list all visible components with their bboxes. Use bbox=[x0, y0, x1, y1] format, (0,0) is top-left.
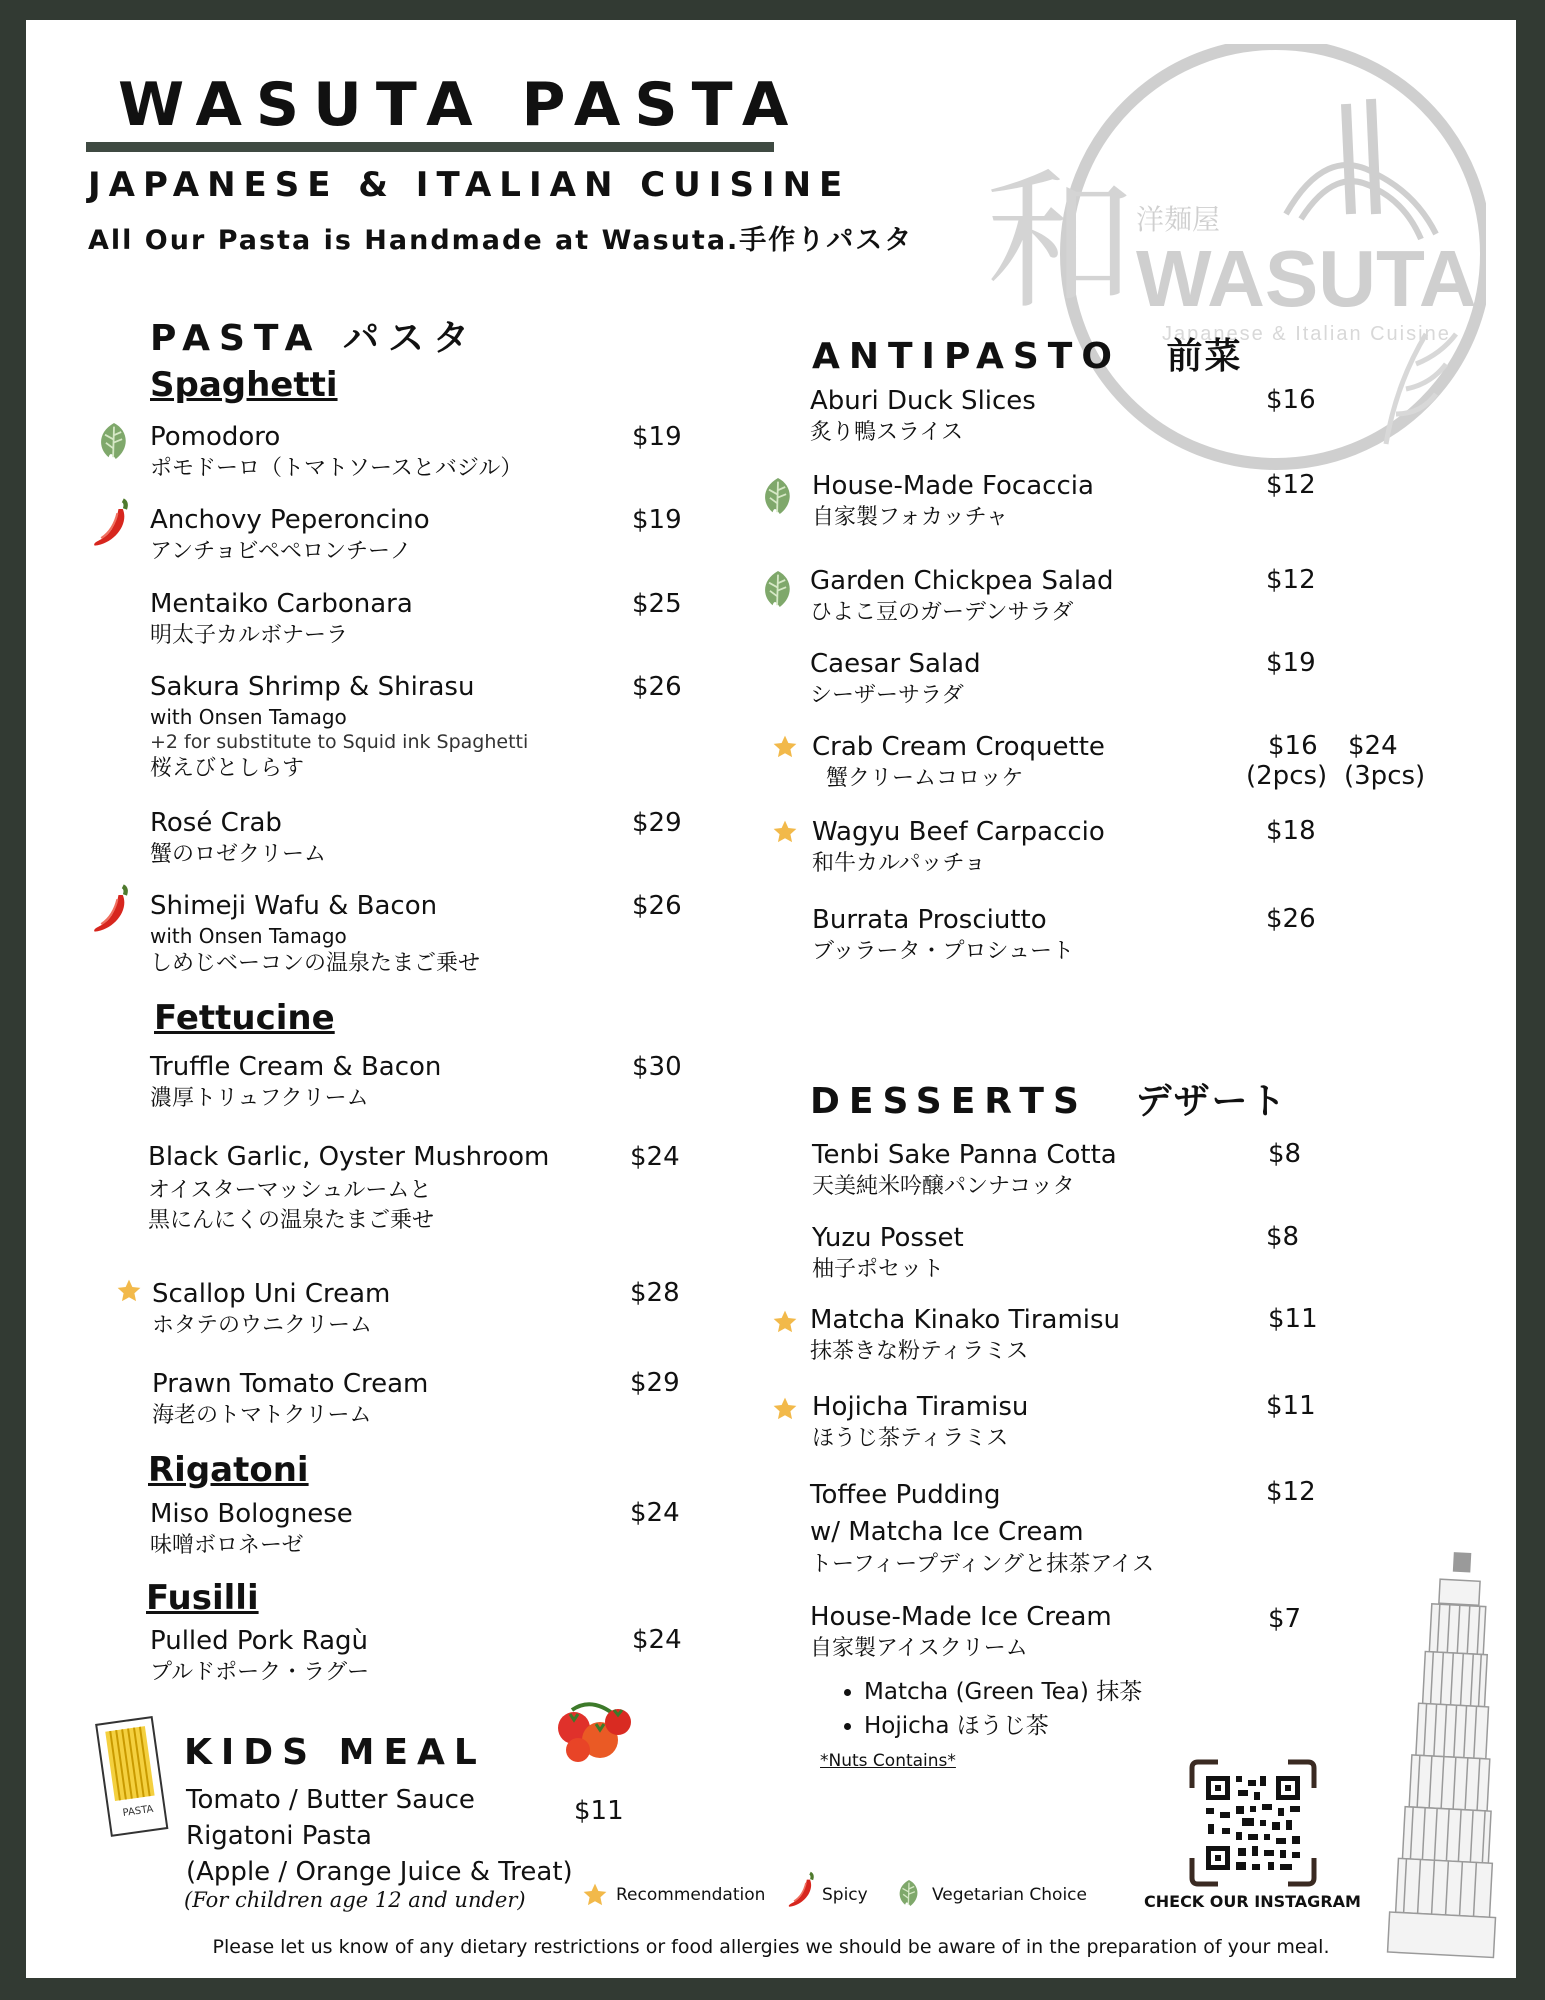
star-icon bbox=[772, 1396, 798, 1422]
menu-item: Scallop Uni Cream ホタテのウニクリーム bbox=[152, 1279, 391, 1338]
star-icon bbox=[772, 819, 798, 845]
handmade-tagline: All Our Pasta is Handmade at Wasuta.手作りパスタ bbox=[88, 225, 914, 256]
menu-item: Tenbi Sake Panna Cotta 天美純米吟醸パンナコッタ bbox=[812, 1140, 1117, 1199]
item-price: $30 bbox=[632, 1052, 682, 1082]
item-price: $25 bbox=[632, 589, 682, 619]
menu-item: Anchovy Peperoncino アンチョビペペロンチーノ bbox=[150, 505, 430, 564]
item-price: $12 bbox=[1266, 565, 1316, 595]
fettucine-heading: Fettucine bbox=[154, 998, 335, 1038]
kids-meal-details: Tomato / Butter Sauce Rigatoni Pasta (Apple / Orange Juice & Treat) bbox=[186, 1785, 573, 1887]
tomato-icon bbox=[552, 1700, 638, 1766]
legend-spicy: Spicy bbox=[822, 1885, 868, 1905]
menu-item: Mentaiko Carbonara 明太子カルボナーラ bbox=[150, 589, 413, 648]
pasta-box-label: PASTA bbox=[122, 1803, 155, 1819]
menu-item: House-Made Focaccia 自家製フォカッチャ bbox=[812, 471, 1094, 530]
logo-tagline: Japanese & Italian Cuisine bbox=[1162, 323, 1451, 345]
item-price: $12 bbox=[1266, 470, 1316, 500]
spaghetti-heading: Spaghetti bbox=[150, 365, 338, 405]
item-price: $11 bbox=[1266, 1391, 1316, 1421]
menu-item: Black Garlic, Oyster Mushroom オイスターマッシュルームと 黒にんにくの温泉たまご乗せ bbox=[148, 1142, 550, 1233]
allergy-footer: Please let us know of any dietary restrictions or food allergies we should be aware of in the preparation of your meal. bbox=[212, 1936, 1330, 1958]
menu-item: Crab Cream Croquette 蟹クリームコロッケ bbox=[812, 732, 1105, 791]
menu-item: Truffle Cream & Bacon 濃厚トリュフクリーム bbox=[150, 1052, 442, 1111]
item-price: $29 bbox=[630, 1368, 680, 1398]
item-price: $16 bbox=[1268, 731, 1318, 761]
menu-item: Aburi Duck Slices 炙り鴨スライス bbox=[810, 386, 1036, 445]
menu-item: Rosé Crab 蟹のロゼクリーム bbox=[150, 808, 327, 867]
item-price: $26 bbox=[1266, 904, 1316, 934]
rigatoni-heading: Rigatoni bbox=[148, 1450, 309, 1490]
item-price: $8 bbox=[1268, 1139, 1302, 1169]
item-price: $28 bbox=[630, 1278, 680, 1308]
menu-item: Pulled Pork Ragù プルドポーク・ラグー bbox=[150, 1626, 370, 1685]
item-price: $24 bbox=[630, 1498, 680, 1528]
wasuta-logo bbox=[986, 44, 1486, 484]
desserts-heading: DESSERTS デザート bbox=[810, 1081, 1288, 1122]
pasta-box-icon bbox=[90, 1714, 180, 1842]
item-price: $26 bbox=[632, 672, 682, 702]
menu-item: Miso Bolognese 味噌ボロネーゼ bbox=[150, 1499, 353, 1558]
menu-item: Pomodoro ポモドーロ（トマトソースとバジル） bbox=[150, 422, 523, 481]
menu-item: Garden Chickpea Salad ひよこ豆のガーデンサラダ bbox=[810, 566, 1114, 625]
logo-name: WASUTA bbox=[1136, 234, 1477, 323]
item-price-large: $24 bbox=[1348, 731, 1398, 761]
item-price: $11 bbox=[1268, 1304, 1318, 1334]
menu-item: Wagyu Beef Carpaccio 和牛カルパッチョ bbox=[812, 817, 1105, 876]
menu-item: Prawn Tomato Cream 海老のトマトクリーム bbox=[152, 1369, 429, 1428]
menu-item: Toffee Pudding w/ Matcha Ice Cream トーフィープディングと抹茶アイス bbox=[810, 1480, 1155, 1577]
nuts-note: *Nuts Contains* bbox=[820, 1751, 956, 1771]
leaf-icon bbox=[96, 420, 132, 462]
star-icon bbox=[772, 1309, 798, 1335]
item-price: $16 bbox=[1266, 385, 1316, 415]
kids-age-note: (For children age 12 and under) bbox=[184, 1888, 526, 1912]
item-price: $19 bbox=[1266, 648, 1316, 678]
star-icon bbox=[772, 734, 798, 760]
chili-icon bbox=[786, 1870, 818, 1910]
cuisine-subtitle: JAPANESE & ITALIAN CUISINE bbox=[88, 165, 851, 205]
item-price: $19 bbox=[632, 422, 682, 452]
item-price: $29 bbox=[632, 808, 682, 838]
flavor-item: • Hojicha ほうじ茶 bbox=[864, 1709, 1142, 1743]
item-price: $24 bbox=[632, 1625, 682, 1655]
chili-icon bbox=[90, 496, 134, 550]
menu-item: Shimeji Wafu & Bacon with Onsen Tamago しめじベーコンの温泉たまご乗せ bbox=[150, 891, 481, 976]
item-price: $26 bbox=[632, 891, 682, 921]
menu-item: Sakura Shrimp & Shirasu with Onsen Tamago +2 for substitute to Squid ink Spaghetti 桜えびとしらす bbox=[150, 672, 529, 781]
kids-meal-price: $11 bbox=[574, 1796, 624, 1826]
leaf-icon bbox=[760, 475, 796, 517]
menu-item: Burrata Prosciutto ブッラータ・プロシュート bbox=[812, 905, 1075, 964]
chili-icon bbox=[90, 882, 134, 936]
kids-meal-heading: KIDS MEAL bbox=[184, 1732, 486, 1773]
menu-item: Yuzu Posset 柚子ポセット bbox=[812, 1223, 964, 1282]
antipasto-heading: ANTIPASTO 前菜 bbox=[812, 336, 1243, 377]
logo-small-kanji: 洋麺屋 bbox=[1136, 203, 1221, 236]
menu-item: Matcha Kinako Tiramisu 抹茶きな粉ティラミス bbox=[810, 1305, 1121, 1364]
menu-page bbox=[26, 20, 1516, 1978]
instagram-qr-code[interactable] bbox=[1188, 1758, 1318, 1888]
item-qty: (2pcs) bbox=[1246, 761, 1328, 791]
item-price: $18 bbox=[1266, 816, 1316, 846]
menu-item: Caesar Salad シーザーサラダ bbox=[810, 649, 981, 708]
item-price: $24 bbox=[630, 1142, 680, 1172]
instagram-label[interactable]: CHECK OUR INSTAGRAM bbox=[1144, 1892, 1361, 1911]
legend-recommendation: Recommendation bbox=[616, 1885, 766, 1905]
item-price: $12 bbox=[1266, 1477, 1316, 1507]
item-qty-large: (3pcs) bbox=[1344, 761, 1426, 791]
leaning-tower-illustration bbox=[1386, 1545, 1506, 1965]
item-price: $8 bbox=[1266, 1222, 1300, 1252]
item-price: $19 bbox=[632, 505, 682, 535]
legend-vegetarian: Vegetarian Choice bbox=[932, 1885, 1087, 1905]
logo-kanji: 和 bbox=[986, 156, 1137, 330]
restaurant-title: WASUTA PASTA bbox=[118, 70, 803, 140]
star-icon bbox=[582, 1882, 608, 1908]
fusilli-heading: Fusilli bbox=[146, 1578, 259, 1618]
title-underline bbox=[86, 142, 774, 152]
item-price: $7 bbox=[1268, 1604, 1302, 1634]
menu-item: House-Made Ice Cream 自家製アイスクリーム bbox=[810, 1602, 1112, 1661]
ice-cream-flavors bbox=[814, 1675, 1142, 1743]
star-icon bbox=[116, 1278, 142, 1304]
flavor-item: • Matcha (Green Tea) 抹茶 bbox=[864, 1675, 1142, 1709]
leaf-icon bbox=[896, 1878, 922, 1908]
pasta-heading: PASTA パスタ bbox=[150, 318, 479, 359]
leaf-icon bbox=[760, 568, 796, 610]
menu-item: Hojicha Tiramisu ほうじ茶ティラミス bbox=[812, 1392, 1029, 1451]
